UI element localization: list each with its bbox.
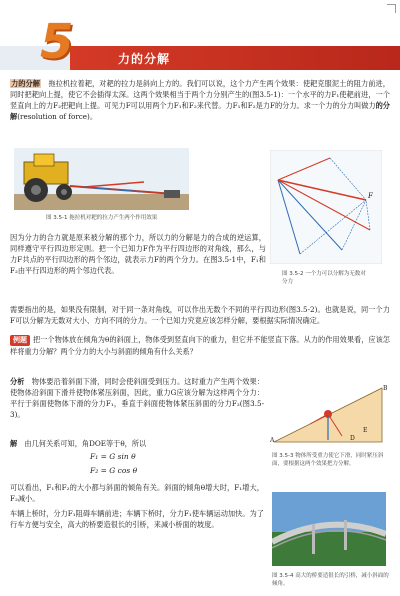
intro-paragraph: 力的分解 拖拉机拉着耙，对耙的拉力是斜向上方的。我们可以说，这个力产生两个效果：使耙克服泥土的阻力前进，同时把耙向上提，使它不会插得太深。这两个效果相当于两个力分别产生的(图3.5-1)：一个水平的力F₁使耙前进，一个竖直向上的力F₂把耙向上提。可见力F可以用两个力F₁和F₂来代替。力F₁和F₂是力F的分力。求一个力的分力叫做力的分解(resolution of force)。 bbox=[10, 79, 390, 121]
figure-caption-3-5-1: 图 3.5-1 拖拉机对耙的拉力产生两个作用效果 bbox=[46, 215, 158, 221]
crop-mark bbox=[387, 4, 396, 13]
solution-paragraph: 解 由几何关系可知，角DOE等于θ，所以 bbox=[10, 439, 147, 448]
paragraph-infinite-decomposition: 需要指出的是，如果没有限制，对于同一条对角线，可以作出无数个不同的平行四边形(图3.5-2)。也就是说，同一个力F可以分解为无数对大小、方向不同的分力。一个已知力究竟应该怎样分解，要根据实际情况确定。 bbox=[10, 305, 390, 325]
section-number: 5 bbox=[40, 14, 74, 70]
bridge-paragraph: 车辆上桥时，分力F₁阻碍车辆前进；车辆下桥时，分力F₁使车辆运动加快。为了行车方便与安全，高大的桥要造很长的引桥，来减小桥面的坡度。 bbox=[10, 509, 264, 529]
force-label-f: F bbox=[368, 192, 373, 200]
analysis-paragraph: 分析 物体要沿着斜面下滑，同时会使斜面受到压力。这时重力产生两个效果：使物体沿斜面下滑并使物体紧压斜面，因此，重力G应该分解为这样两个分力：平行于斜面使物体下滑的分力F₁，垂直于斜面使物体紧压斜面的分力F₂(图3.5-3)。 bbox=[10, 377, 264, 419]
equation-f2: F₂ = G cos θ bbox=[90, 466, 138, 475]
bridge-photo bbox=[272, 492, 386, 566]
point-a-label: A bbox=[270, 437, 275, 444]
keyword-force-decomposition: 力的分解 bbox=[11, 79, 41, 88]
section-title: 力的分解 bbox=[118, 52, 171, 66]
equation-f1: F₁ = G sin θ bbox=[90, 452, 136, 461]
incline-figure bbox=[270, 380, 388, 446]
figure-caption-3-5-2: 图 3.5-2 一个力可以分解为无数对分力 bbox=[282, 271, 366, 285]
figure-caption-3-5-4: 图 3.5-4 高大的桥要造很长的引桥，减小斜面的倾角。 bbox=[272, 573, 389, 587]
point-e-label: E bbox=[363, 427, 368, 434]
point-b-label: B bbox=[383, 385, 388, 392]
example-problem: 例题 把一个物体放在倾角为θ的斜面上，物体受到竖直向下的重力，但它并不能竖直下落。从力的作用效果看，应该怎样将重力分解？两个分力的大小与斜面的倾角有什么关系？ bbox=[10, 335, 390, 356]
point-d-label: D bbox=[350, 435, 355, 442]
parallelogram-figure bbox=[270, 150, 382, 264]
figure-caption-3-5-3: 图 3.5-3 物体所受重力使它下滑，同时紧压斜面，要根据这两个效果把力分解。 bbox=[272, 453, 384, 467]
tractor-figure bbox=[14, 148, 189, 210]
conclusion-paragraph: 可以看出，F₁和F₂的大小都与斜面的倾角有关。斜面的倾角θ增大时，F₁增大，F₂减小。 bbox=[10, 483, 264, 503]
paragraph-decomposition-inverse: 因为分力的合力就是原来被分解的那个力，所以力的分解是力的合成的逆运算，同样遵守平行四边形定则。把一个已知力F作为平行四边形的对角线，那么，与力F共点的平行四边形的两个邻边，就表示力F的两个分力。在图3.5-1中，F₁和F₂由平行四边形的两个邻边代表。 bbox=[10, 233, 266, 275]
example-badge: 例题 bbox=[10, 335, 30, 346]
